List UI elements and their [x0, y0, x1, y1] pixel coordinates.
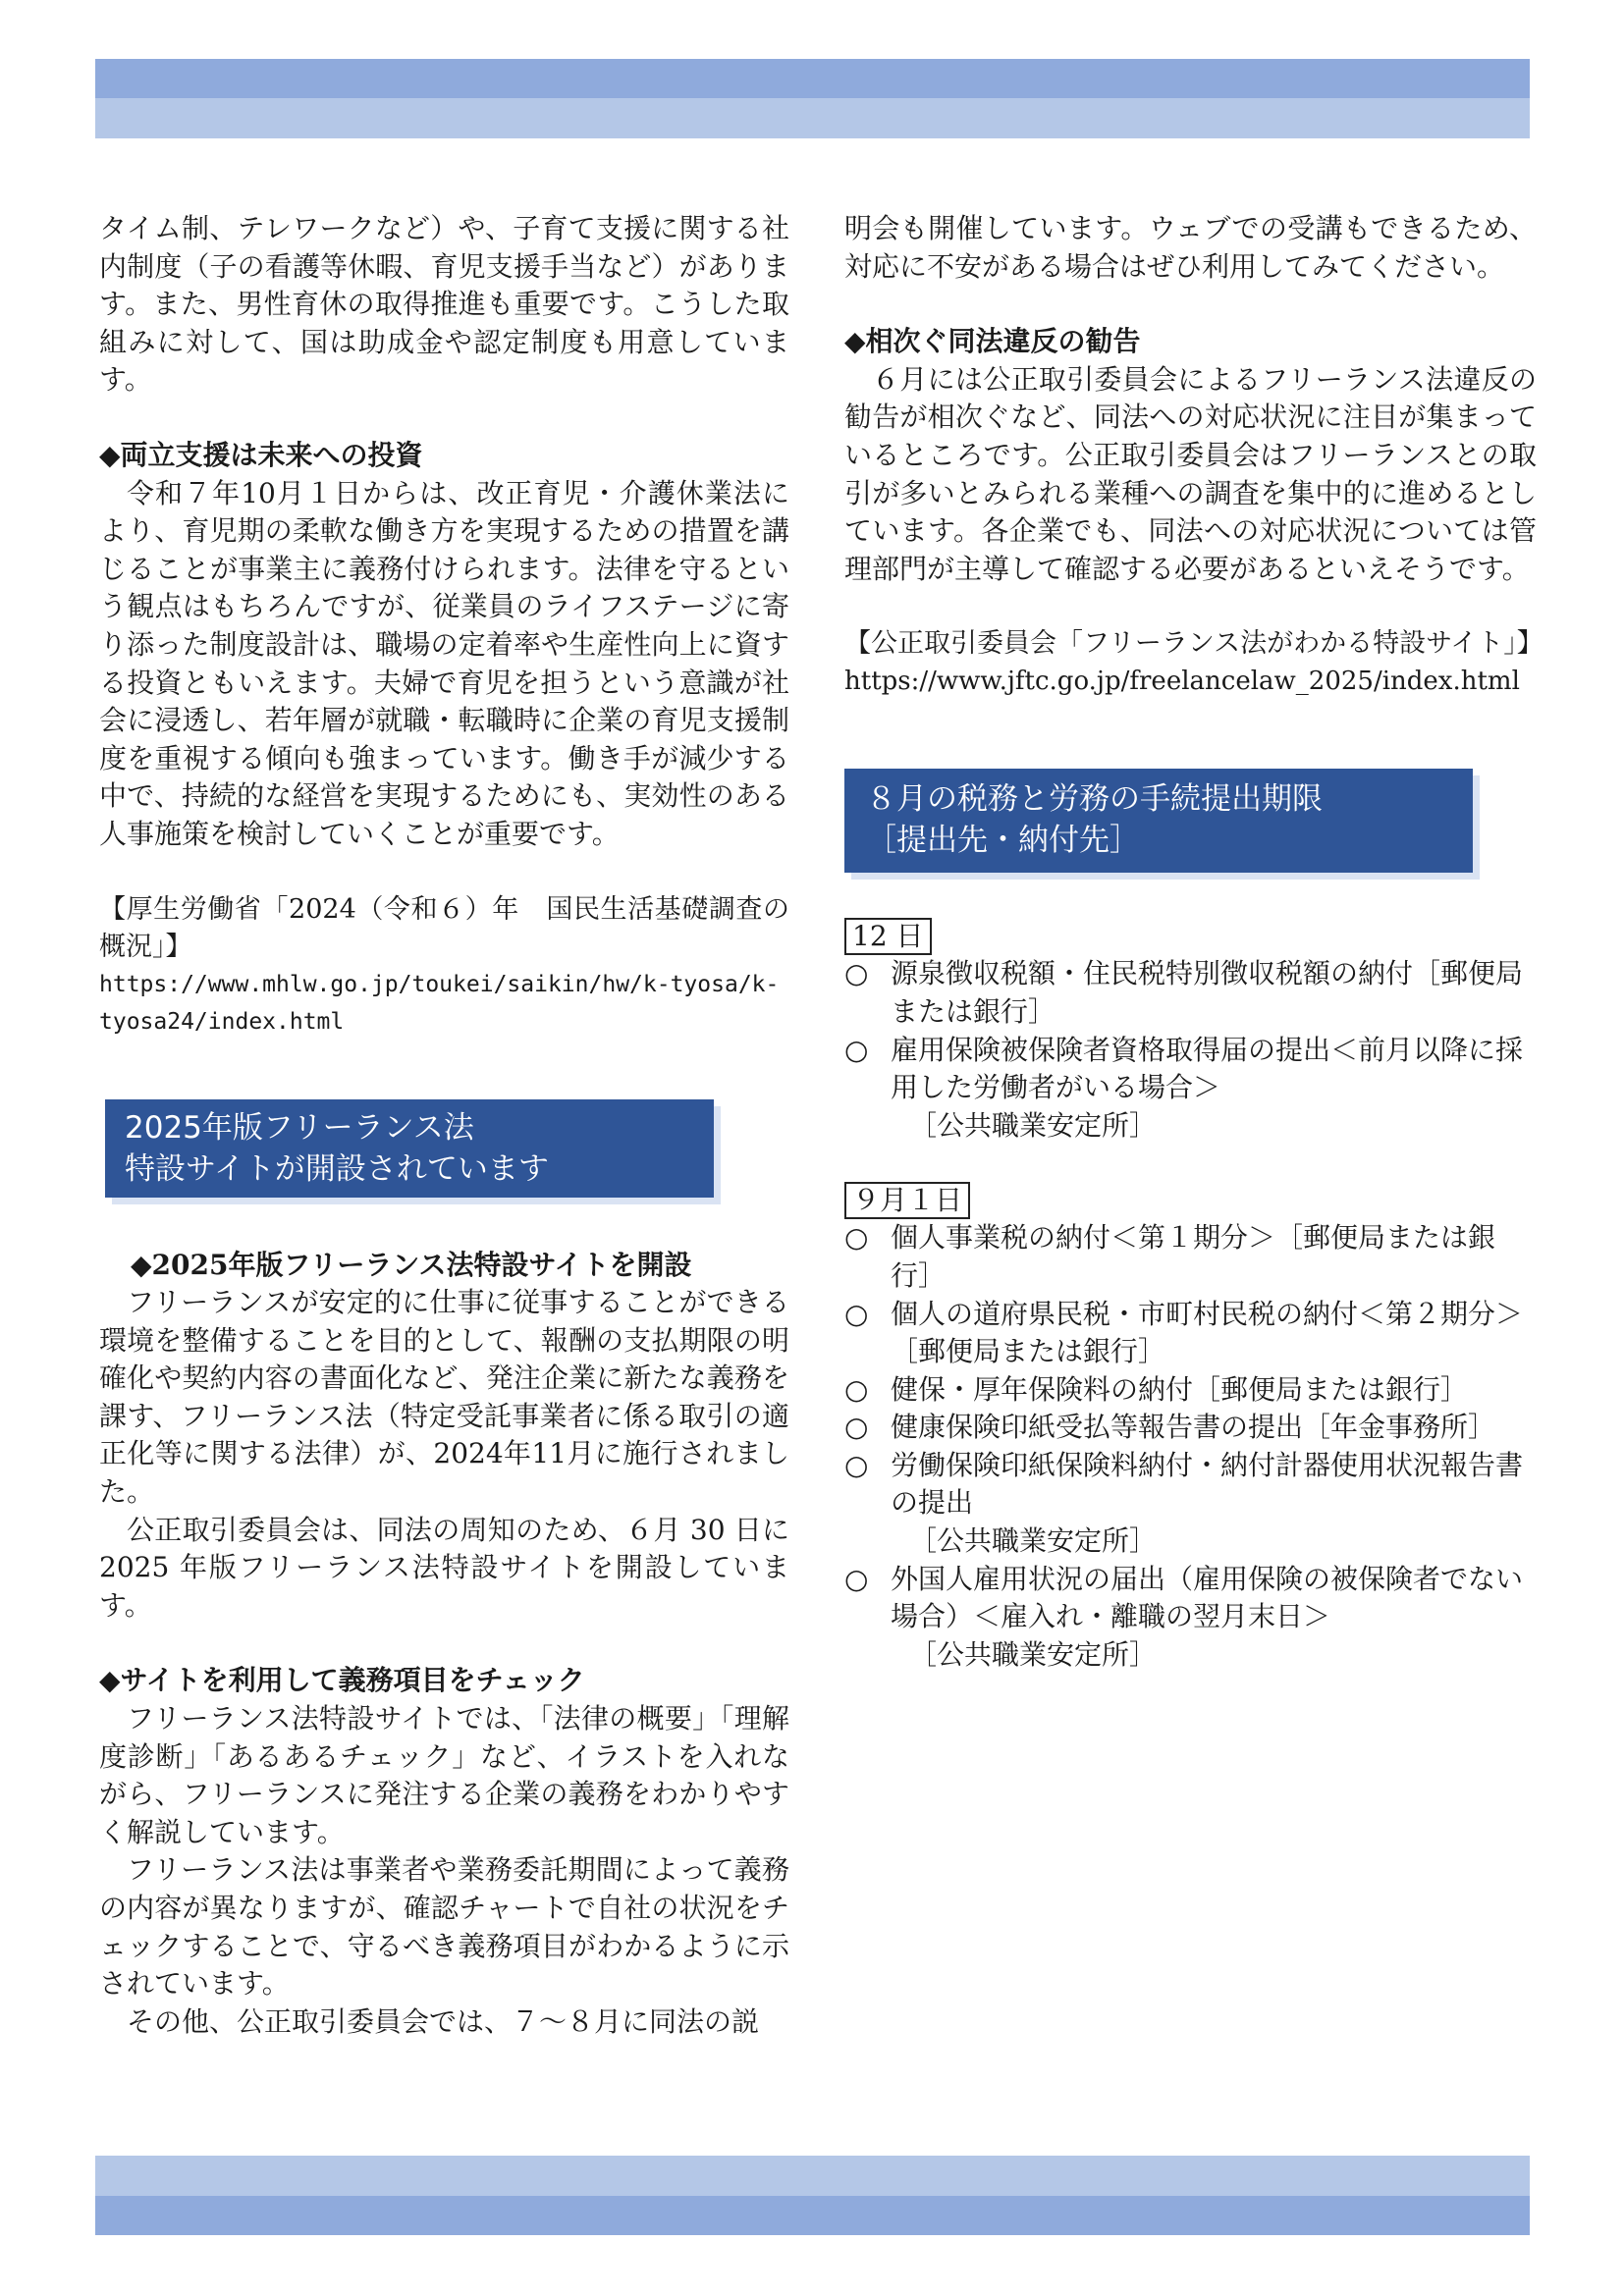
list-item — [844, 1561, 1537, 1636]
reference-url-mhlw[interactable]: https://www.mhlw.go.jp/toukei/saikin/hw/k-tyosa/k-tyosa24/index.html — [99, 971, 780, 1035]
list-item-text: 雇用保険被保険者資格取得届の提出＜前月以降に採用した労働者がいる場合＞ — [891, 1033, 1524, 1104]
section-body-freelance-site-2: 公正取引委員会は、同法の周知のため、６月 30 日に 2025 年版フリーランス法特設サイトを開設しています。 — [99, 1513, 789, 1622]
list-item-destination: ［公共職業安定所］ — [909, 1108, 1158, 1142]
list-item — [844, 955, 1537, 1031]
list-item-text: 健康保険印紙受払等報告書の提出［年金事務所］ — [891, 1411, 1496, 1444]
circle-bullet-icon: ○ — [844, 1448, 869, 1481]
left-column — [99, 210, 789, 2041]
list-item — [844, 1032, 1537, 1107]
intro-paragraph: タイム制、テレワークなど）や、子育て支援に関する社内制度（子の看護等休暇、育児支援手当など）があります。また、男性育休の取得推進も重要です。こうした取組みに対して、国は助成金や認定制度も用意しています。 — [99, 212, 789, 397]
list-item-text: 源泉徴収税額・住民税特別徴収税額の納付［郵便局または銀行］ — [891, 957, 1524, 1028]
section-heading-freelance-site: ◆2025年版フリーランス法特設サイトを開設 — [131, 1248, 692, 1281]
deadline-title-box — [844, 769, 1473, 873]
section-body-obligation-check-1: フリーランス法特設サイトでは、「法律の概要」「理解度診断」「あるあるチェック」など、イラストを入れながら、フリーランスに発注する企業の義務をわかりやすく解説しています。 — [99, 1702, 789, 1848]
list-item-text: 健保・厚年保険料の納付［郵便局または銀行］ — [891, 1372, 1469, 1406]
circle-bullet-icon: ○ — [844, 1297, 869, 1330]
circle-bullet-icon: ○ — [844, 1562, 869, 1595]
list-item — [844, 1447, 1537, 1522]
section-body-violation-advice: ６月には公正取引委員会によるフリーランス法違反の勧告が相次ぐなど、同法への対応状況に注目が集まっているところです。公正取引委員会はフリーランスとの取引が多いとみられる業種への調査を集中的に進めるとしています。各企業でも、同法への対応状況については管理部門が主導して確認する必要があるといえそうです。 — [844, 362, 1537, 585]
list-item-destination: ［公共職業安定所］ — [909, 1524, 1158, 1558]
date-group-sep1 — [844, 1182, 1537, 1674]
continued-paragraph: 明会も開催しています。ウェブでの受講もできるため、対応に不安がある場合はぜひ利用してみてください。 — [844, 212, 1537, 283]
list-item-text: 労働保険印紙保険料納付・納付計器使用状況報告書の提出 — [891, 1448, 1524, 1520]
list-item-destination: ［公共職業安定所］ — [909, 1637, 1158, 1671]
section-body-obligation-check-3: その他、公正取引委員会では、７～８月に同法の説 — [127, 2004, 760, 2038]
list-item — [844, 1296, 1537, 1371]
section-body-obligation-check-2: フリーランス法は事業者や業務委託期間によって義務の内容が異なりますが、確認チャートで自社の状況をチェックすることで、守るべき義務項目がわかるように示されています。 — [99, 1853, 789, 2001]
list-item — [844, 1409, 1537, 1447]
section-heading-violation-advice: ◆相次ぐ同法違反の勧告 — [844, 325, 1141, 358]
footer-band-dark — [95, 2196, 1530, 2235]
freelance-title-box — [105, 1099, 714, 1198]
reference-url-jftc[interactable]: https://www.jftc.go.jp/freelancelaw_2025/index.html — [844, 667, 1520, 697]
section-heading-obligation-check: ◆サイトを利用して義務項目をチェック — [99, 1664, 585, 1697]
section-body-work-life-support: 令和７年10月１日からは、改正育児・介護休業法により、育児期の柔軟な働き方を実現するための措置を講じることが事業主に義務付けられます。法律を守るという観点はもちろんですが、従業員のライフステージに寄り添った制度設計は、職場の定着率や生産性向上に資する投資ともいえます。夫婦で育児を担うという意識が社会に浸透し、若年層が就職・転職時に企業の育児支援制度を重視する傾向も強まっています。働き手が減少する中で、持続的な経営を実現するためにも、実効性のある人事施策を検討していくことが重要です。 — [99, 476, 789, 850]
date-label-12: 12 日 — [844, 918, 932, 955]
deadline-title-line1: ８月の税務と労務の手続提出期限 — [866, 781, 1323, 818]
reference-title-jftc: 【公正取引委員会「フリーランス法がわかる特設サイト」】 — [844, 628, 1543, 660]
section-heading-work-life-support: ◆両立支援は未来への投資 — [99, 438, 423, 471]
date-label-sep1: ９月１日 — [844, 1182, 970, 1219]
circle-bullet-icon: ○ — [844, 1372, 869, 1406]
list-item — [844, 1371, 1537, 1410]
circle-bullet-icon: ○ — [844, 957, 869, 990]
list-item-text: 外国人雇用状況の届出（雇用保険の被保険者でない場合）＜雇入れ・離職の翌月末日＞ — [891, 1562, 1524, 1633]
reference-title-mhlw: 【厚生労働省「2024（令和６）年 国民生活基礎調査の概況」】 — [99, 893, 789, 962]
right-column — [844, 210, 1543, 1674]
freelance-title-line1: 2025年版フリーランス法 — [125, 1109, 474, 1146]
footer-band-light — [95, 2156, 1530, 2196]
circle-bullet-icon: ○ — [844, 1221, 869, 1255]
date-group-12 — [844, 918, 1537, 1145]
circle-bullet-icon: ○ — [844, 1033, 869, 1066]
header-band-light — [95, 98, 1530, 138]
list-item — [844, 1219, 1537, 1295]
freelance-title-line2: 特設サイトが開設されています — [125, 1150, 549, 1187]
circle-bullet-icon: ○ — [844, 1411, 869, 1444]
list-item-text: 個人事業税の納付＜第１期分＞［郵便局または銀行］ — [891, 1221, 1496, 1292]
deadline-title-line2: ［提出先・納付先］ — [866, 823, 1140, 859]
header-band-dark — [95, 59, 1530, 98]
section-body-freelance-site-1: フリーランスが安定的に仕事に従事することができる環境を整備することを目的として、報酬の支払期限の明確化や契約内容の書面化など、発注企業に新たな義務を課す、フリーランス法（特定受託事業者に係る取引の適正化等に関する法律）が、2024年11月に施行されました。 — [99, 1286, 789, 1509]
list-item-text: 個人の道府県民税・市町村民税の納付＜第２期分＞［郵便局または銀行］ — [891, 1297, 1524, 1368]
